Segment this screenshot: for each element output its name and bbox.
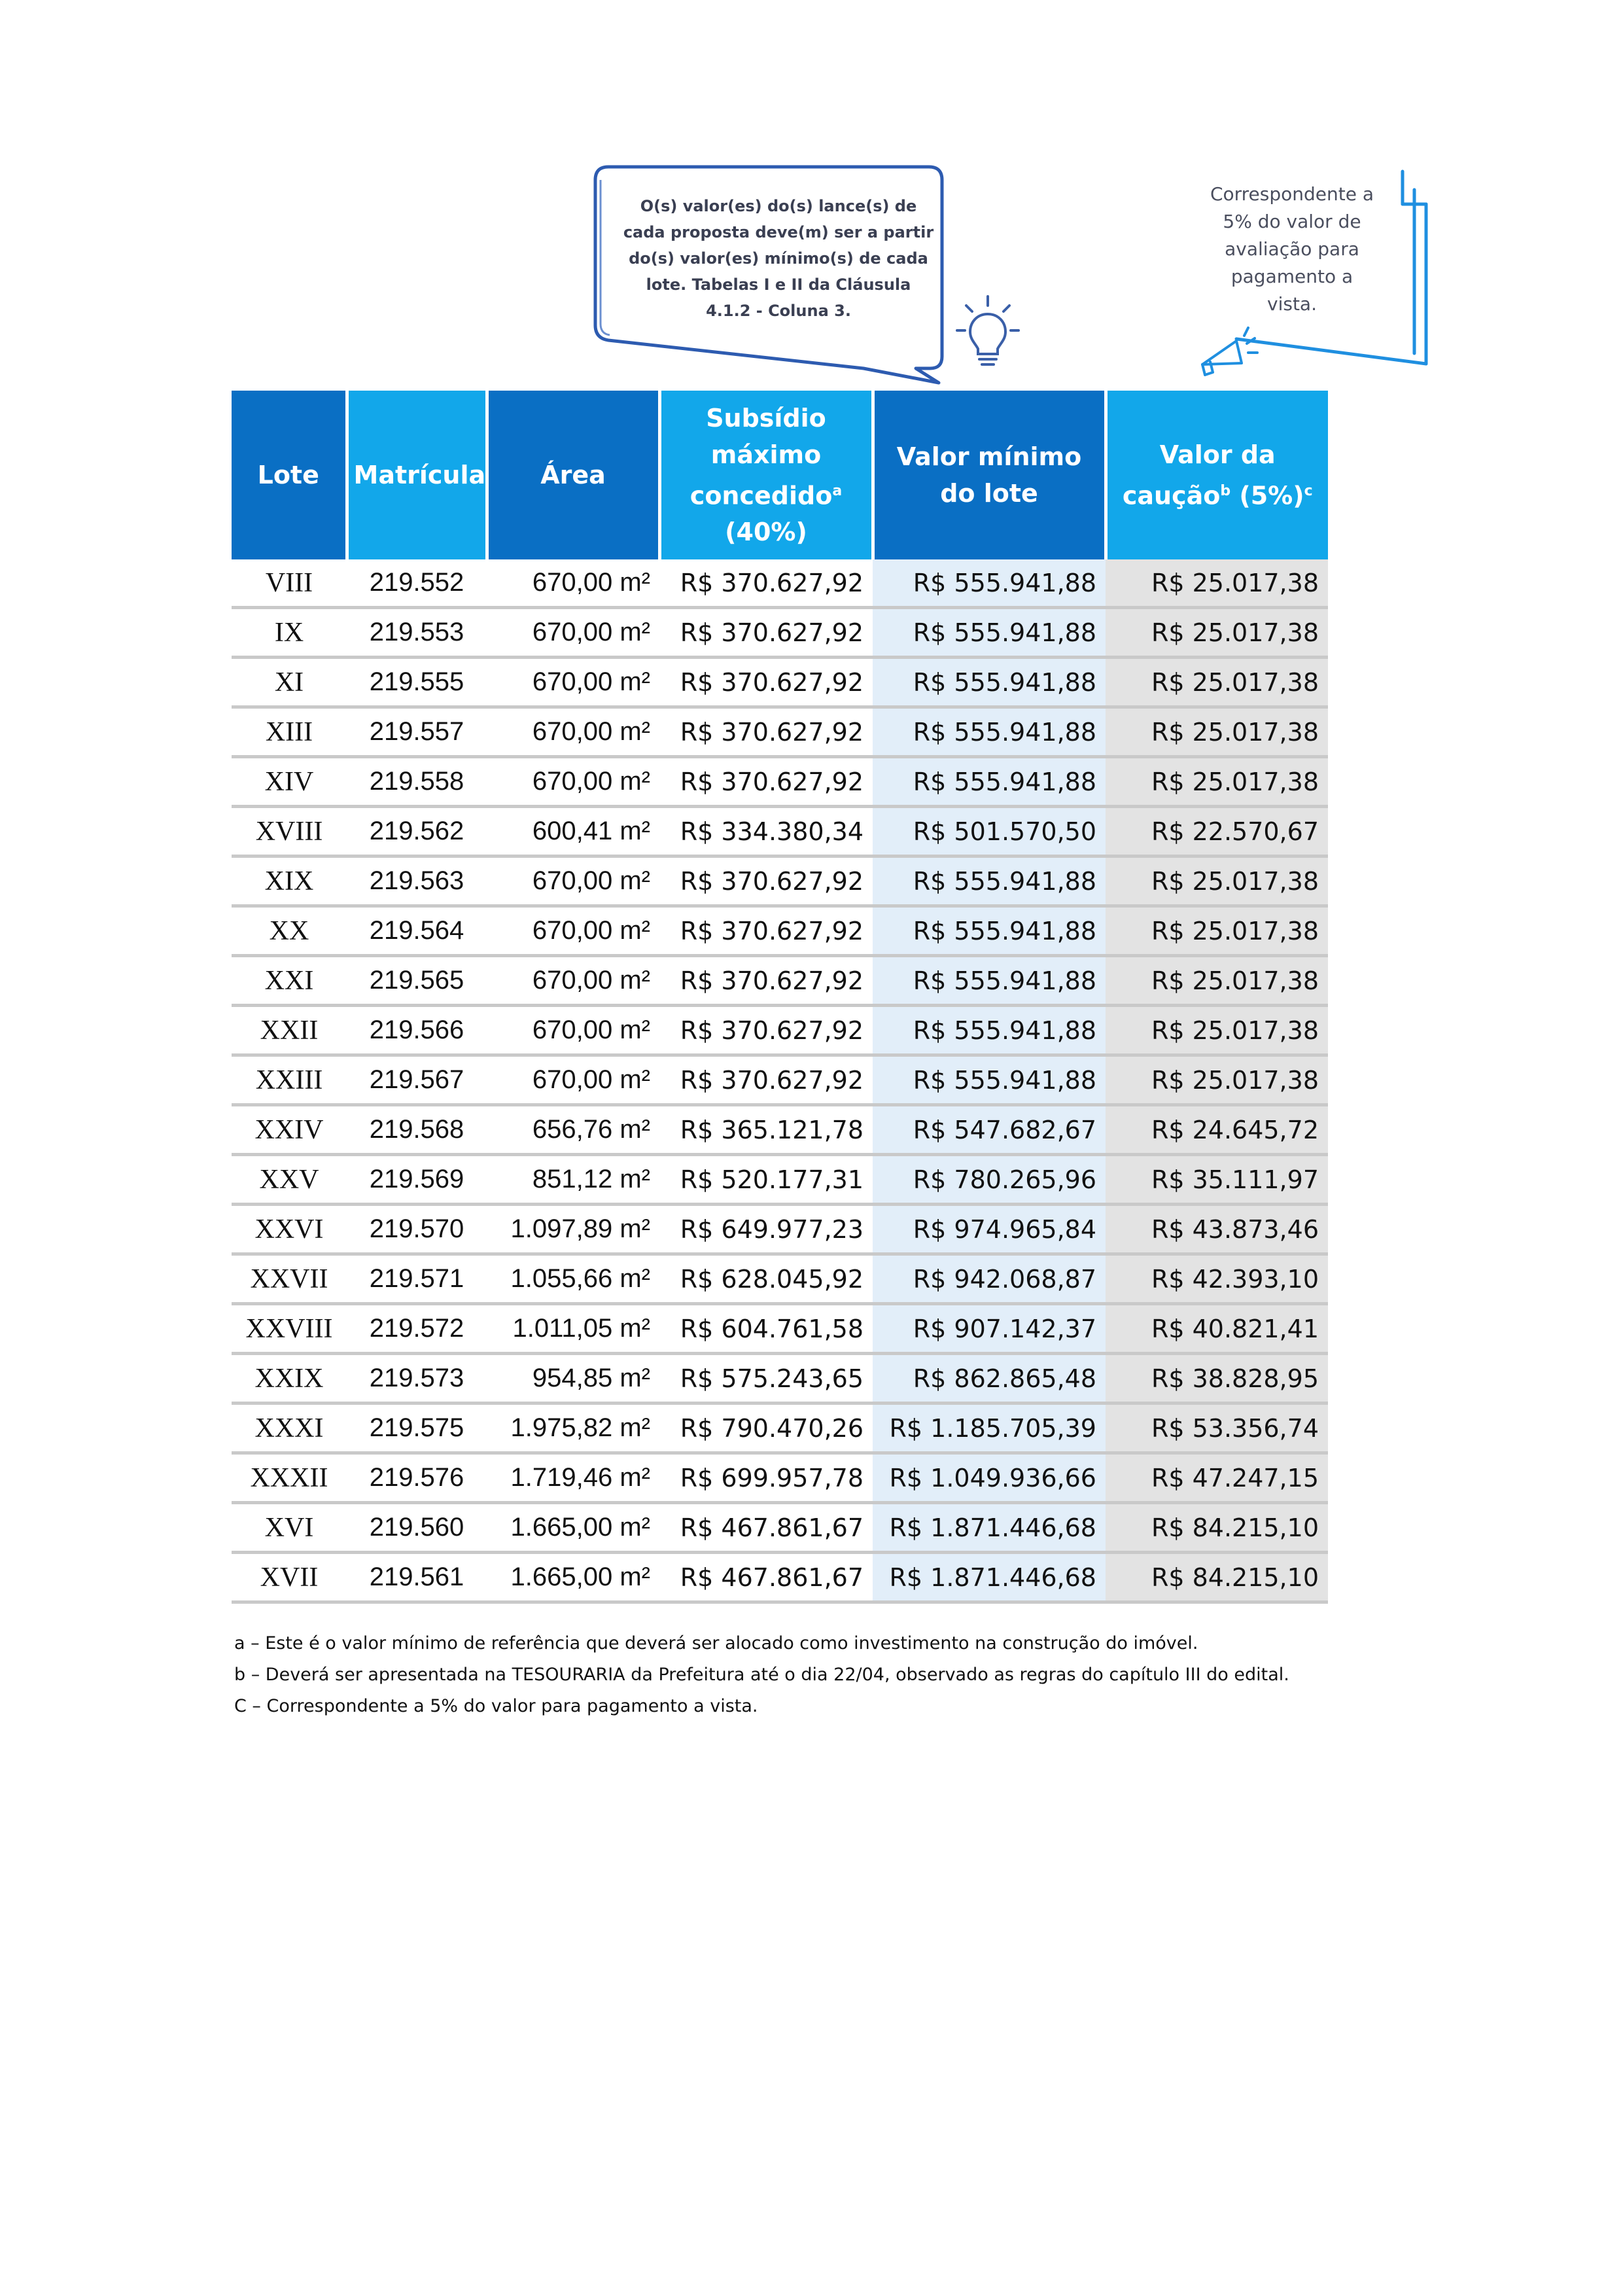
cell-valor-minimo: R$ 555.941,88 [873, 658, 1106, 707]
table-row [232, 1155, 1328, 1205]
cell-subsidio: R$ 467.861,67 [659, 1503, 873, 1553]
cell-subsidio: R$ 604.761,58 [659, 1304, 873, 1354]
cell-lote: XXIII [232, 1055, 347, 1105]
cell-valor-minimo: R$ 780.265,96 [873, 1155, 1106, 1205]
cell-area: 954,85 m² [487, 1354, 659, 1404]
header-subsidio: Subsídio máximo concedido$^a$ (40%) [659, 391, 873, 559]
megaphone-icon [1191, 324, 1263, 386]
cell-area: 670,00 m² [487, 559, 659, 608]
cell-area: 1.011,05 m² [487, 1304, 659, 1354]
table-row [232, 1553, 1328, 1602]
cell-area: 670,00 m² [487, 757, 659, 807]
cell-matricula: 219.553 [347, 608, 487, 658]
cell-lote: XVI [232, 1503, 347, 1553]
cell-lote: XXV [232, 1155, 347, 1205]
cell-matricula: 219.560 [347, 1503, 487, 1553]
cell-valor-minimo: R$ 555.941,88 [873, 906, 1106, 956]
cell-caucao: R$ 25.017,38 [1106, 857, 1328, 906]
table-row [232, 956, 1328, 1006]
cell-area: 670,00 m² [487, 1006, 659, 1055]
table-row [232, 1354, 1328, 1404]
cell-subsidio: R$ 365.121,78 [659, 1105, 873, 1155]
cell-caucao: R$ 24.645,72 [1106, 1105, 1328, 1155]
cell-matricula: 219.565 [347, 956, 487, 1006]
cell-matricula: 219.562 [347, 807, 487, 857]
cell-caucao: R$ 25.017,38 [1106, 559, 1328, 608]
cell-area: 670,00 m² [487, 956, 659, 1006]
note-line: lote. Tabelas I e II da Cláusula [646, 275, 911, 294]
note-bubble-text [615, 193, 942, 324]
cell-subsidio: R$ 370.627,92 [659, 1055, 873, 1105]
cell-valor-minimo: R$ 555.941,88 [873, 707, 1106, 757]
side-note-line: avaliação para [1225, 238, 1359, 260]
cell-area: 670,00 m² [487, 608, 659, 658]
cell-subsidio: R$ 370.627,92 [659, 857, 873, 906]
cell-subsidio: R$ 467.861,67 [659, 1553, 873, 1602]
cell-lote: XXIV [232, 1105, 347, 1155]
cell-valor-minimo: R$ 555.941,88 [873, 1055, 1106, 1105]
cell-area: 851,12 m² [487, 1155, 659, 1205]
cell-valor-minimo: R$ 501.570,50 [873, 807, 1106, 857]
cell-caucao: R$ 42.393,10 [1106, 1254, 1328, 1304]
cell-valor-minimo: R$ 555.941,88 [873, 1006, 1106, 1055]
cell-lote: XXII [232, 1006, 347, 1055]
side-note-text [1171, 181, 1413, 318]
footnote-c: C – Correspondente a 5% do valor para pagamento a vista. [234, 1696, 758, 1716]
cell-area: 656,76 m² [487, 1105, 659, 1155]
cell-lote: XXVI [232, 1205, 347, 1254]
cell-caucao: R$ 43.873,46 [1106, 1205, 1328, 1254]
cell-valor-minimo: R$ 942.068,87 [873, 1254, 1106, 1304]
cell-subsidio: R$ 575.243,65 [659, 1354, 873, 1404]
note-line: do(s) valor(es) mínimo(s) de cada [629, 249, 928, 268]
cell-lote: XXXI [232, 1404, 347, 1453]
cell-matricula: 219.572 [347, 1304, 487, 1354]
note-bubble [589, 160, 1047, 389]
table-body [232, 559, 1328, 1602]
cell-valor-minimo: R$ 1.871.446,68 [873, 1503, 1106, 1553]
cell-subsidio: R$ 370.627,92 [659, 956, 873, 1006]
cell-valor-minimo: R$ 555.941,88 [873, 608, 1106, 658]
footnote-a: a – Este é o valor mínimo de referência que deverá ser alocado como investimento na construção do imóvel. [234, 1633, 1198, 1653]
cell-lote: XXVII [232, 1254, 347, 1304]
cell-valor-minimo: R$ 555.941,88 [873, 857, 1106, 906]
cell-matricula: 219.558 [347, 757, 487, 807]
cell-subsidio: R$ 370.627,92 [659, 707, 873, 757]
cell-subsidio: R$ 520.177,31 [659, 1155, 873, 1205]
cell-caucao: R$ 25.017,38 [1106, 1006, 1328, 1055]
cell-subsidio: R$ 628.045,92 [659, 1254, 873, 1304]
cell-lote: XI [232, 658, 347, 707]
table-row [232, 1453, 1328, 1503]
cell-valor-minimo: R$ 862.865,48 [873, 1354, 1106, 1404]
table-row [232, 1304, 1328, 1354]
cell-subsidio: R$ 790.470,26 [659, 1404, 873, 1453]
side-note-line: 5% do valor de [1223, 211, 1361, 232]
side-note [1171, 164, 1446, 393]
header-area: Área [487, 391, 659, 559]
cell-valor-minimo: R$ 974.965,84 [873, 1205, 1106, 1254]
side-note-line: Correspondente a [1210, 183, 1374, 205]
cell-caucao: R$ 84.215,10 [1106, 1553, 1328, 1602]
note-line: O(s) valor(es) do(s) lance(s) de [640, 197, 917, 215]
cell-subsidio: R$ 370.627,92 [659, 1006, 873, 1055]
cell-caucao: R$ 40.821,41 [1106, 1304, 1328, 1354]
cell-subsidio: R$ 370.627,92 [659, 559, 873, 608]
table-row [232, 1503, 1328, 1553]
cell-valor-minimo: R$ 1.049.936,66 [873, 1453, 1106, 1503]
cell-valor-minimo: R$ 555.941,88 [873, 559, 1106, 608]
cell-area: 1.097,89 m² [487, 1205, 659, 1254]
table-row [232, 857, 1328, 906]
cell-matricula: 219.564 [347, 906, 487, 956]
cell-lote: XX [232, 906, 347, 956]
cell-area: 670,00 m² [487, 658, 659, 707]
cell-subsidio: R$ 699.957,78 [659, 1453, 873, 1503]
cell-caucao: R$ 25.017,38 [1106, 658, 1328, 707]
cell-matricula: 219.576 [347, 1453, 487, 1503]
cell-matricula: 219.561 [347, 1553, 487, 1602]
cell-matricula: 219.570 [347, 1205, 487, 1254]
table-row [232, 559, 1328, 608]
cell-subsidio: R$ 334.380,34 [659, 807, 873, 857]
table-header-row [232, 391, 1328, 559]
cell-lote: XXVIII [232, 1304, 347, 1354]
table-row [232, 1254, 1328, 1304]
cell-matricula: 219.569 [347, 1155, 487, 1205]
cell-caucao: R$ 25.017,38 [1106, 956, 1328, 1006]
cell-area: 670,00 m² [487, 857, 659, 906]
cell-lote: XXIX [232, 1354, 347, 1404]
cell-lote: XXXII [232, 1453, 347, 1503]
table-row [232, 906, 1328, 956]
cell-caucao: R$ 25.017,38 [1106, 906, 1328, 956]
cell-subsidio: R$ 370.627,92 [659, 658, 873, 707]
note-line: cada proposta deve(m) ser a partir [623, 223, 934, 241]
cell-area: 1.975,82 m² [487, 1404, 659, 1453]
table-row [232, 707, 1328, 757]
table-row [232, 1404, 1328, 1453]
cell-area: 670,00 m² [487, 1055, 659, 1105]
cell-matricula: 219.566 [347, 1006, 487, 1055]
cell-valor-minimo: R$ 907.142,37 [873, 1304, 1106, 1354]
cell-caucao: R$ 25.017,38 [1106, 608, 1328, 658]
cell-caucao: R$ 25.017,38 [1106, 707, 1328, 757]
cell-caucao: R$ 53.356,74 [1106, 1404, 1328, 1453]
cell-valor-minimo: R$ 547.682,67 [873, 1105, 1106, 1155]
header-valor-minimo: Valor mínimo do lote [873, 391, 1106, 559]
cell-matricula: 219.571 [347, 1254, 487, 1304]
cell-matricula: 219.573 [347, 1354, 487, 1404]
cell-subsidio: R$ 370.627,92 [659, 906, 873, 956]
cell-lote: XIII [232, 707, 347, 757]
cell-matricula: 219.568 [347, 1105, 487, 1155]
table-row [232, 658, 1328, 707]
cell-caucao: R$ 35.111,97 [1106, 1155, 1328, 1205]
cell-valor-minimo: R$ 1.185.705,39 [873, 1404, 1106, 1453]
cell-caucao: R$ 38.828,95 [1106, 1354, 1328, 1404]
cell-valor-minimo: R$ 555.941,88 [873, 757, 1106, 807]
table-row [232, 1055, 1328, 1105]
cell-area: 1.055,66 m² [487, 1254, 659, 1304]
cell-lote: XVIII [232, 807, 347, 857]
cell-lote: VIII [232, 559, 347, 608]
table-row [232, 608, 1328, 658]
table-row [232, 1006, 1328, 1055]
cell-caucao: R$ 25.017,38 [1106, 1055, 1328, 1105]
cell-matricula: 219.555 [347, 658, 487, 707]
cell-matricula: 219.557 [347, 707, 487, 757]
lots-table [232, 391, 1328, 1604]
cell-matricula: 219.567 [347, 1055, 487, 1105]
cell-area: 1.719,46 m² [487, 1453, 659, 1503]
cell-caucao: R$ 84.215,10 [1106, 1503, 1328, 1553]
footnotes [234, 1628, 1346, 1722]
cell-area: 1.665,00 m² [487, 1503, 659, 1553]
cell-caucao: R$ 22.570,67 [1106, 807, 1328, 857]
footnote-b: b – Deverá ser apresentada na TESOURARIA da Prefeitura até o dia 22/04, observado as regras do capítulo III do edital. [234, 1665, 1289, 1685]
side-note-line: pagamento a [1230, 266, 1353, 287]
cell-area: 1.665,00 m² [487, 1553, 659, 1602]
cell-lote: XIX [232, 857, 347, 906]
cell-area: 600,41 m² [487, 807, 659, 857]
cell-caucao: R$ 25.017,38 [1106, 757, 1328, 807]
cell-valor-minimo: R$ 1.871.446,68 [873, 1553, 1106, 1602]
note-line: 4.1.2 - Coluna 3. [706, 302, 851, 320]
cell-caucao: R$ 47.247,15 [1106, 1453, 1328, 1503]
header-matricula: Matrícula [347, 391, 487, 559]
cell-area: 670,00 m² [487, 707, 659, 757]
cell-lote: XVII [232, 1553, 347, 1602]
table-row [232, 757, 1328, 807]
lightbulb-icon [952, 291, 1024, 376]
cell-matricula: 219.552 [347, 559, 487, 608]
cell-area: 670,00 m² [487, 906, 659, 956]
cell-subsidio: R$ 370.627,92 [659, 757, 873, 807]
cell-lote: XIV [232, 757, 347, 807]
table-row [232, 1205, 1328, 1254]
header-caucao: Valor da caução$^b$ $(5\%)^c$ [1106, 391, 1328, 559]
cell-matricula: 219.563 [347, 857, 487, 906]
cell-lote: IX [232, 608, 347, 658]
cell-subsidio: R$ 649.977,23 [659, 1205, 873, 1254]
cell-matricula: 219.575 [347, 1404, 487, 1453]
cell-valor-minimo: R$ 555.941,88 [873, 956, 1106, 1006]
header-lote: Lote [232, 391, 347, 559]
table-row [232, 807, 1328, 857]
cell-lote: XXI [232, 956, 347, 1006]
side-note-line: vista. [1267, 293, 1317, 315]
cell-subsidio: R$ 370.627,92 [659, 608, 873, 658]
table-row [232, 1105, 1328, 1155]
